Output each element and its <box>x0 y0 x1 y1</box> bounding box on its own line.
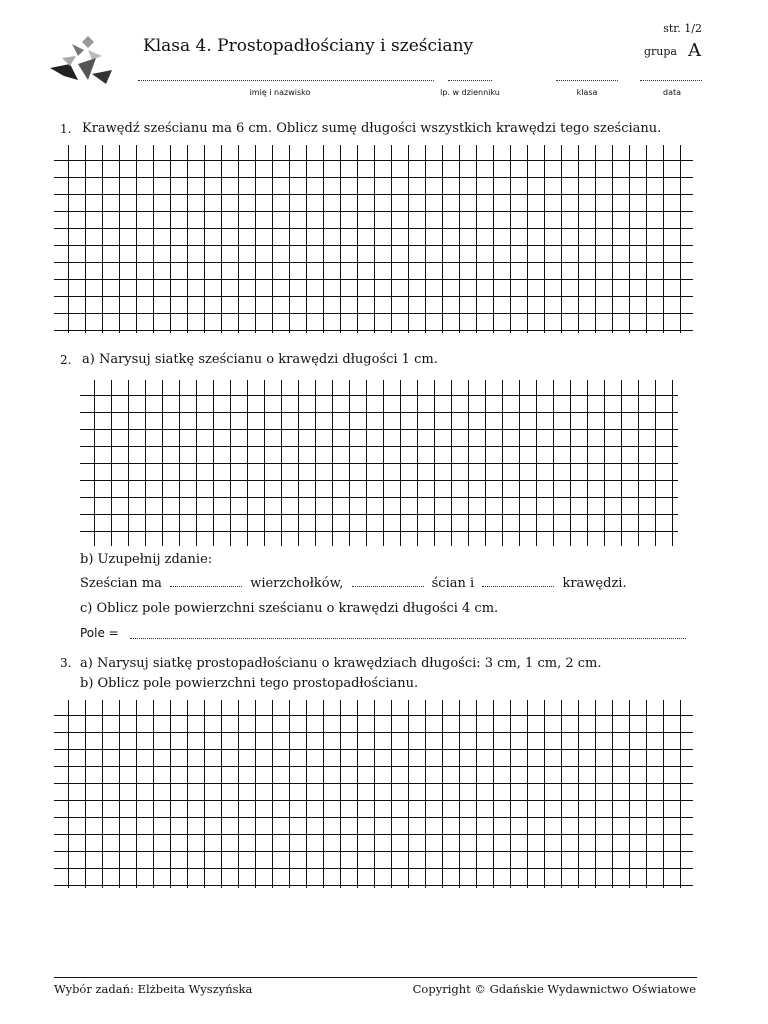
task-1-grid[interactable] <box>54 145 693 333</box>
page-number: str. 1/2 <box>663 22 702 35</box>
date-field[interactable] <box>640 72 702 81</box>
name-field-label: imię i nazwisko <box>249 88 311 97</box>
task-1-text: Krawędź sześcianu ma 6 cm. Oblicz sumę długości wszystkich krawędzi tego sześcianu. <box>82 121 662 136</box>
name-field[interactable] <box>138 72 434 81</box>
worksheet-title: Klasa 4. Prostopadłościany i sześciany <box>143 36 474 56</box>
sentence-part-3: ścian i <box>431 576 475 591</box>
task-3-number: 3. <box>60 656 72 670</box>
group-label: grupa <box>644 45 677 58</box>
task-1-number: 1. <box>60 122 72 136</box>
edges-blank[interactable] <box>482 586 554 587</box>
vertices-blank[interactable] <box>170 586 242 587</box>
register-number-field-label: lp. w dzienniku <box>440 88 500 97</box>
task-2b-text: b) Uzupełnij zdanie: <box>80 552 213 567</box>
task-2b-sentence <box>80 576 627 591</box>
class-field-label: klasa <box>576 88 598 97</box>
sentence-part-1: Sześcian ma <box>80 576 162 591</box>
footer-author: Wybór zadań: Elżbeita Wyszyńska <box>54 982 253 996</box>
task-3a-text: a) Narysuj siatkę prostopadłościanu o krawędziach długości: 3 cm, 1 cm, 2 cm. <box>80 656 602 671</box>
sentence-part-4: krawędzi. <box>562 576 627 591</box>
task-2a-text: a) Narysuj siatkę sześcianu o krawędzi długości 1 cm. <box>82 352 438 367</box>
task-2c-text: c) Oblicz pole powierzchni sześcianu o krawędzi długości 4 cm. <box>80 601 499 616</box>
sentence-part-2: wierzchołków, <box>250 576 344 591</box>
footer-copyright: Copyright © Gdańskie Wydawnictwo Oświatowe <box>412 982 696 996</box>
area-answer-line[interactable] <box>130 630 686 639</box>
group-value: A <box>688 40 701 61</box>
footer-divider <box>54 977 697 978</box>
area-answer-label: Pole = <box>80 626 119 640</box>
publisher-logo <box>48 34 114 88</box>
register-number-field[interactable] <box>448 72 492 81</box>
class-field[interactable] <box>556 72 618 81</box>
task-3-grid[interactable] <box>54 700 693 888</box>
date-field-label: data <box>662 88 682 97</box>
task-3b-text: b) Oblicz pole powierzchni tego prostopadłościanu. <box>80 676 419 691</box>
task-2-grid[interactable] <box>80 380 678 546</box>
task-2-number: 2. <box>60 353 72 367</box>
faces-blank[interactable] <box>352 586 424 587</box>
